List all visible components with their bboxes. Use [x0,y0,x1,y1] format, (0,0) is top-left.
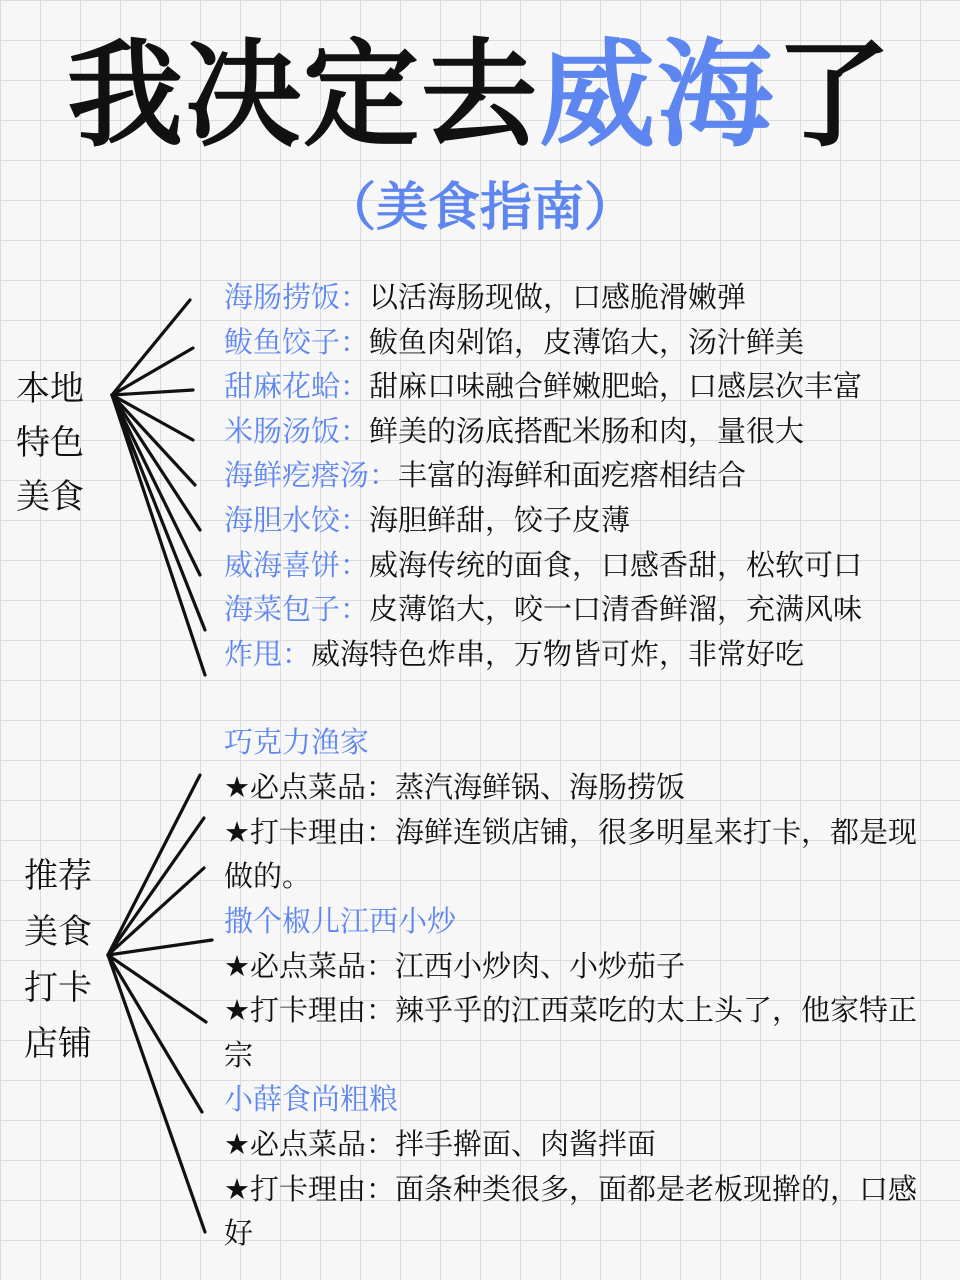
shop-dishes: ★必点菜品：江西小炒肉、小炒茄子 [224,948,685,983]
shop-reason: ★打卡理由：面条种类很多，面都是老板现擀的，口感好 [224,1171,917,1250]
title-prefix: 我决定去 [67,28,539,163]
branch-line [112,395,205,630]
section-label-local-food: 本地 特色 美食 [16,369,84,517]
shop-block [224,899,934,1078]
food-desc: 皮薄馅大，咬一口清香鲜溜，充满风味 [369,592,863,627]
title-suffix: 了 [775,28,893,163]
food-desc: 鲜美的汤底搭配米肠和肉，量很大 [369,413,805,448]
section-label-recommended-shops: 推荐 美食 打卡 店铺 [24,856,92,1064]
food-desc: 威海特色炸串，万物皆可炸，非常好吃 [311,636,805,671]
food-name: 鲅鱼饺子 [224,324,341,359]
list-item: 海鲜疙瘩汤：丰富的海鲜和面疙瘩相结合 [224,458,747,493]
shop-name: 巧克力渔家 [224,725,370,759]
food-desc: 鲅鱼肉剁馅，皮薄馅大，汤汁鲜美 [369,324,805,359]
shop-block [224,720,934,899]
shop-dishes: ★必点菜品：蒸汽海鲜锅、海肠捞饭 [224,770,685,804]
list-item: 米肠汤饭：鲜美的汤底搭配米肠和肉，量很大 [224,413,805,448]
branch-line [108,955,206,1022]
branch-line [112,395,205,675]
food-name: 海菜包子 [224,592,341,627]
list-item: 鲅鱼饺子：鲅鱼肉剁馅，皮薄馅大，汤汁鲜美 [224,324,805,359]
food-name: 海鲜疙瘩汤 [224,458,370,493]
branch-line [112,390,193,395]
branch-line [112,348,193,395]
shop-list [224,720,934,1256]
list-item: 海胆水饺：海胆鲜甜，饺子皮薄 [224,502,631,537]
shop-block [224,1077,934,1256]
list-item: 威海喜饼：威海传统的面食，口感香甜，松软可口 [224,547,863,582]
branch-line [112,395,195,485]
shop-reason: ★打卡理由：海鲜连锁店铺，很多明星来打卡，都是现做的。 [224,814,917,893]
shop-dishes: ★必点菜品：拌手擀面、肉酱拌面 [224,1127,656,1161]
list-item: 炸甩：威海特色炸串，万物皆可炸，非常好吃 [224,636,805,671]
food-desc: 丰富的海鲜和面疙瘩相结合 [398,458,747,493]
branch-line [108,818,204,955]
food-name: 炸甩 [224,636,283,671]
food-name: 海胆水饺 [224,502,341,537]
branch-line [112,395,200,575]
list-item: 甜麻花蛤：甜麻口味融合鲜嫩肥蛤，口感层次丰富 [224,369,863,404]
food-name: 米肠汤饭 [224,413,341,448]
page-subtitle: （美食指南） [323,178,636,238]
title-highlight: 威海 [539,28,775,163]
branch-line [112,300,190,395]
food-desc: 威海传统的面食，口感香甜，松软可口 [369,547,863,582]
local-food-list [224,275,862,676]
shop-reason: ★打卡理由：辣乎乎的江西菜吃的太上头了，他家特正宗 [224,993,917,1072]
food-desc: 海胆鲜甜，饺子皮薄 [369,502,631,537]
food-name: 甜麻花蛤 [224,369,341,404]
list-item: 海菜包子：皮薄馅大，咬一口清香鲜溜，充满风味 [224,592,863,627]
food-desc: 以活海肠现做，口感脆滑嫩弹 [369,280,747,314]
shop-name: 撒个椒儿江西小炒 [224,903,457,938]
food-name: 海肠捞饭 [224,280,341,314]
food-desc: 甜麻口味融合鲜嫩肥蛤，口感层次丰富 [369,369,863,404]
branch-line [108,775,200,955]
list-item: 海肠捞饭：以活海肠现做，口感脆滑嫩弹 [224,280,747,314]
food-name: 威海喜饼 [224,547,341,582]
shop-name: 小薛食尚粗粮 [224,1082,399,1116]
